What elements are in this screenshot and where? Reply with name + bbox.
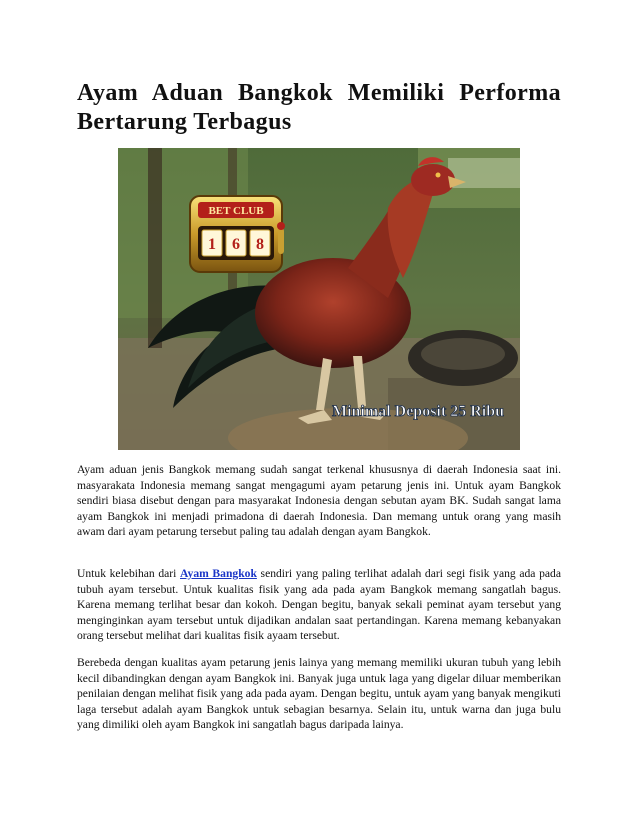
promo-caption: Minimal Deposit 25 Ribu — [331, 403, 505, 420]
ayam-bangkok-link[interactable]: Ayam Bangkok — [180, 567, 257, 580]
badge-digit-2: 6 — [232, 236, 240, 253]
bet-club-logo — [190, 196, 285, 272]
paragraph-2 — [77, 566, 561, 644]
paragraph-1: Ayam aduan jenis Bangkok memang sudah sangat terkenal khususnya di daerah Indonesia saat ini. masyarakata Indonesia memang sangat mengagumi ayam petarung jenis ini. Untuk ayam Bangkok sendiri biasa disebut dengan para masyarakat Indonesia dengan sebutan ayam BK. Sudah sangat lama ayam Bangkok ini menjadi primadona di daerah Indonesia. Dan memang untuk orang yang masih awam dari ayam petarung tersebut paling tau adalah dengan ayam Bangkok. — [77, 463, 561, 539]
badge-digit-3: 8 — [256, 236, 264, 253]
paragraph-3: Berebeda dengan kualitas ayam petarung jenis lainya yang memang memiliki ukuran tubuh yang lebih kecil dibandingkan dengan ayam Bangkok ini. Banyak juga untuk laga yang digelar diluar memberikan penilaian dengan melihat fisik yang ada pada ayam. Dengan begitu, untuk ayam yang banyak mengikuti laga tersebut adalah ayam Bangkok untuk sebagian besarnya. Selain itu, untuk warna dan juga bulu yang dimiliki oleh ayam Bangkok ini sangatlah bagus daripada lainya. — [77, 656, 561, 732]
paragraph-2-lead: Untuk kelebihan dari — [77, 567, 181, 580]
rooster-photo — [118, 148, 520, 450]
rooster-illustration — [118, 148, 520, 450]
badge-digit-1: 1 — [208, 236, 216, 253]
paragraph-2-body: sendiri yang paling terlihat adalah dari segi fisik yang ada pada tubuh ayam tersebut. Untuk kualitas fisik yang ada pada ayam Bangkok memang sangatlah bagus. Karena memang terlihat besar dan kokoh. Dengan begitu, banyak sekali peminat ayam tersebut yang menginginkan ayam tersebut untuk dijadikan andalan saat pertandingan. Karena memang kebanyakan orang tersebut melihat dari kualitas fisik ayaam tersebut. — [77, 567, 561, 643]
badge-title: BET CLUB — [208, 205, 264, 217]
article-title: Ayam Aduan Bangkok Memiliki Performa Bertarung Terbagus — [77, 80, 561, 135]
